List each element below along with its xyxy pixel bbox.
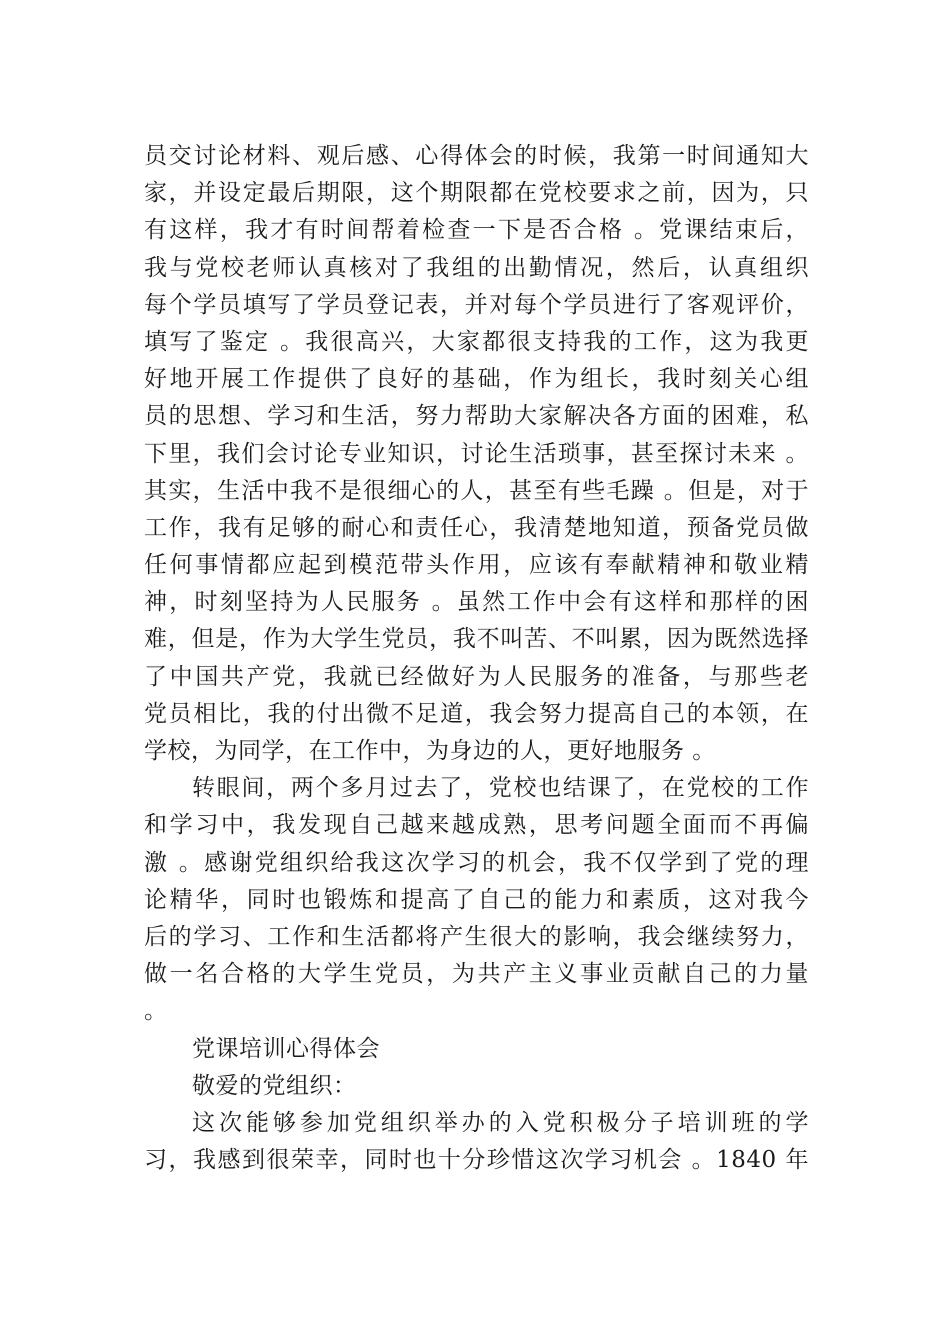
text-line: 难，但是，作为大学生党员，我不叫苦、不叫累，因为既然选择 [144, 626, 809, 653]
text-line: 家，并设定最后期限，这个期限都在党校要求之前，因为，只 [144, 180, 809, 207]
text-line: 下里，我们会讨论专业知识，讨论生活琐事，甚至探讨未来 。 [144, 440, 809, 467]
text-line: 神，时刻坚持为人民服务 。虽然工作中会有这样和那样的困 [144, 589, 809, 616]
text-line: 工作，我有足够的耐心和责任心，我清楚地知道，预备党员做 [144, 514, 809, 541]
text-line: 习，我感到很荣幸，同时也十分珍惜这次学习机会 。1840 年 [144, 1147, 809, 1174]
text-line: 我与党校老师认真核对了我组的出勤情况，然后，认真组织 [144, 254, 809, 281]
text-line: 每个学员填写了学员登记表，并对每个学员进行了客观评价， [144, 291, 809, 318]
text-line: 这次能够参加党组织举办的入党积极分子培训班的学 [192, 1109, 809, 1136]
text-line: 有这样，我才有时间帮着检查一下是否合格 。党课结束后， [144, 217, 809, 244]
text-line: 敬爱的党组织： [192, 1072, 357, 1099]
text-line: 做一名合格的大学生党员，为共产主义事业贡献自己的力量 [144, 961, 809, 988]
document-page [144, 138, 809, 1179]
text-line: 了中国共产党，我就已经做好为人民服务的准备，与那些老 [144, 663, 809, 690]
text-line: 和学习中，我发现自己越来越成熟，思考问题全面而不再偏 [144, 812, 809, 839]
text-line: 其实，生活中我不是很细心的人，甚至有些毛躁 。但是，对于 [144, 477, 809, 504]
text-line: 党员相比，我的付出微不足道，我会努力提高自己的本领，在 [144, 700, 809, 727]
text-line: 激 。感谢党组织给我这次学习的机会，我不仅学到了党的理 [144, 849, 809, 876]
text-line: 员的思想、学习和生活，努力帮助大家解决各方面的困难，私 [144, 403, 809, 430]
text-line: 党课培训心得体会 [192, 1035, 380, 1062]
text-line: 转眼间，两个多月过去了，党校也结课了，在党校的工作 [192, 775, 809, 802]
text-line: 任何事情都应起到模范带头作用，应该有奉献精神和敬业精 [144, 552, 809, 579]
text-line: 填写了鉴定 。我很高兴，大家都很支持我的工作，这为我更 [144, 328, 809, 355]
text-line: 学校，为同学，在工作中，为身边的人，更好地服务 。 [144, 738, 716, 764]
text-line: 。 [144, 998, 168, 1025]
text-line: 论精华，同时也锻炼和提高了自己的能力和素质，这对我今 [144, 886, 809, 913]
text-line: 后的学习、工作和生活都将产生很大的影响，我会继续努力， [144, 923, 809, 950]
text-line: 好地开展工作提供了良好的基础，作为组长，我时刻关心组 [144, 366, 809, 393]
text-line: 员交讨论材料、观后感、心得体会的时候，我第一时间通知大 [144, 143, 809, 169]
